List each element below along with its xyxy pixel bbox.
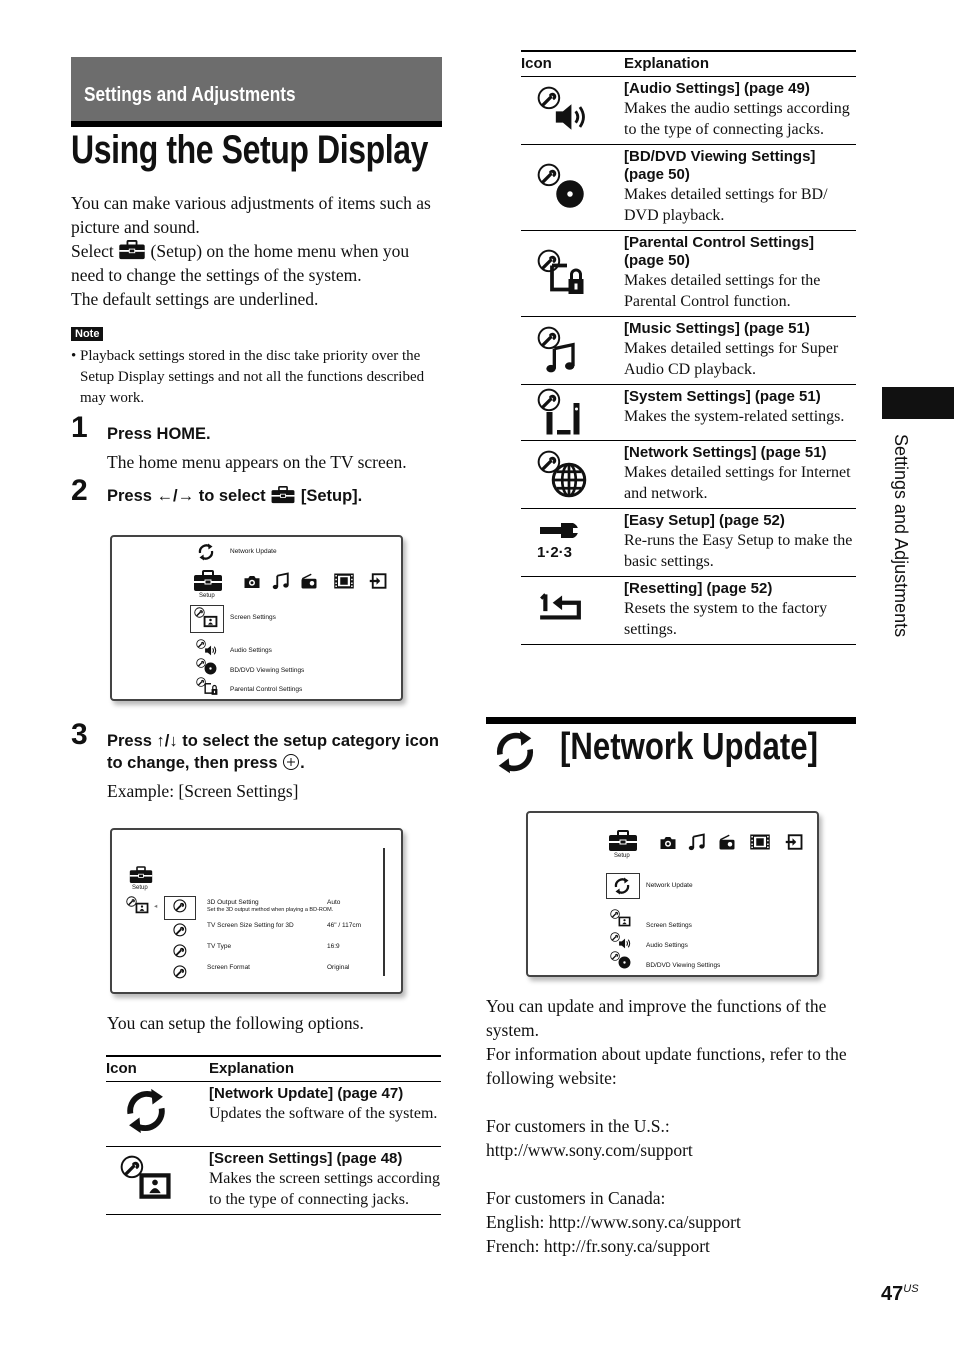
setting-help-text: Set the 3D output method when playing a BD-ROM. <box>207 907 334 913</box>
step-2-heading-a: Press ←/→ to select <box>107 487 266 505</box>
step-1-number: 1 <box>71 411 88 444</box>
page-suffix: US <box>903 1283 919 1295</box>
note-text <box>71 346 443 409</box>
options-intro: You can setup the following options. <box>107 1013 364 1033</box>
options-table-left <box>106 1055 441 1215</box>
step-3-heading-a: Press ↑/↓ to select the setup category icon to change, then press <box>107 732 439 772</box>
setting-label: TV Type <box>207 943 232 950</box>
table-row <box>106 1147 441 1215</box>
disc-icon <box>555 179 585 209</box>
option-title: [Network Update] (page 47) <box>209 1085 404 1102</box>
wrench-icon <box>173 944 188 959</box>
system-settings-icon-group <box>537 388 597 436</box>
intro-p2a: Select <box>71 241 114 261</box>
input-icon <box>368 572 388 590</box>
col-header-explanation: Explanation <box>209 1056 441 1082</box>
note-badge: Note <box>71 327 103 341</box>
wrench-icon <box>173 965 188 980</box>
note-body: • Playback settings stored in the disc take priority over the Setup Display settings and not all the functions described may work. <box>71 348 425 406</box>
step-2-number: 2 <box>71 474 88 507</box>
intro-p1: You can make various adjustments of items such as picture and sound. <box>71 193 431 237</box>
option-title: [Easy Setup] (page 52) <box>624 512 785 529</box>
screen-icon <box>203 614 218 629</box>
network-update-text <box>486 994 858 1258</box>
intro-p2 <box>71 239 446 287</box>
network-update-title: [Network Update] <box>560 726 818 768</box>
easy-setup-icon-group <box>537 518 607 566</box>
system-icon <box>545 400 581 436</box>
table-row <box>521 317 856 385</box>
col-header-icon: Icon <box>521 51 624 77</box>
screen-icon <box>138 1169 172 1203</box>
speaker-icon <box>553 100 587 134</box>
table-row <box>521 231 856 317</box>
home-menu-screen <box>110 535 403 701</box>
table-row <box>521 441 856 509</box>
option-title: [System Settings] (page 51) <box>624 388 821 405</box>
screen-icon <box>618 915 631 928</box>
option-desc: Updates the software of the system. <box>209 1105 438 1122</box>
radio-icon <box>718 833 736 851</box>
option-desc: Makes detailed settings for Super Audio CD playback. <box>624 340 839 378</box>
option-desc: Re-runs the Easy Setup to make the basic settings. <box>624 532 853 570</box>
option-desc: Makes detailed settings for the Parental Control function. <box>624 272 821 310</box>
reset-icon <box>537 592 583 624</box>
setting-label: 3D Output Setting <box>207 899 259 906</box>
wrench-icon <box>173 899 188 914</box>
disc-icon <box>204 662 217 675</box>
option-title: [BD/DVD Viewing Settings] (page 50) <box>624 148 816 183</box>
screen-icon <box>135 901 149 915</box>
page-number <box>881 1283 919 1306</box>
step-2-heading <box>107 485 362 507</box>
setting-value: 16:9 <box>327 943 340 950</box>
table-row <box>521 577 856 645</box>
video-icon <box>332 572 356 590</box>
photo-icon <box>658 834 678 852</box>
table-row <box>521 145 856 231</box>
step-3-body: Example: [Screen Settings] <box>107 781 299 801</box>
screen-settings-icon-group <box>120 1155 180 1205</box>
expand-arrow-icon: ◂ <box>154 903 158 910</box>
speaker-icon <box>204 644 217 657</box>
table-row <box>521 385 856 441</box>
side-tab <box>882 387 954 419</box>
enter-button-icon <box>282 753 300 771</box>
option-title: [Parental Control Settings] (page 50) <box>624 234 815 269</box>
setup-toolbox-icon <box>192 570 224 592</box>
side-section-label: Settings and Adjustments <box>891 434 911 638</box>
intro-p3: The default settings are underlined. <box>71 289 319 309</box>
option-desc: Makes the audio settings according to the type of connecting jacks. <box>624 100 850 138</box>
banner-rule <box>71 121 442 127</box>
intro-p2b: (Setup) on the home menu when you need to change the settings of the system. <box>71 241 410 285</box>
easy-setup-icon-text: 1·2·3 <box>537 544 573 561</box>
nu-us-url[interactable]: http://www.sony.com/support <box>486 1140 693 1160</box>
screen2-setup-label: Setup <box>132 885 148 891</box>
parental-lock-icon <box>204 682 218 696</box>
input-icon <box>784 833 804 851</box>
setup-toolbox-icon <box>270 486 296 504</box>
option-title: [Music Settings] (page 51) <box>624 320 810 337</box>
table-row <box>521 77 856 145</box>
step-3-heading <box>107 730 447 774</box>
setting-label: TV Screen Size Setting for 3D <box>207 922 294 929</box>
setting-value: Auto <box>327 899 341 906</box>
network-update-icon <box>120 1085 172 1137</box>
network-update-rule <box>486 717 856 724</box>
col-header-icon: Icon <box>106 1056 209 1082</box>
music-icon <box>688 833 706 851</box>
screen3-bd-dvd: BD/DVD Viewing Settings <box>646 962 721 969</box>
screen3-setup-label: Setup <box>614 853 630 859</box>
screen1-setup-label: Setup <box>199 593 215 599</box>
screen3-audio-settings: Audio Settings <box>646 942 688 949</box>
wrench-icon <box>173 923 188 938</box>
nu-ca-en-url[interactable]: English: http://www.sony.ca/support <box>486 1212 741 1232</box>
setup-toolbox-icon <box>606 830 640 852</box>
setting-value: Original <box>327 964 350 971</box>
option-desc: Makes the screen settings according to the type of connecting jacks. <box>209 1170 441 1208</box>
nu-ca-fr-url[interactable]: French: http://fr.sony.ca/support <box>486 1236 710 1256</box>
photo-icon <box>242 573 262 591</box>
network-update-screen <box>526 811 819 977</box>
screen1-parental: Parental Control Settings <box>230 686 303 693</box>
option-desc: Resets the system to the factory settings. <box>624 600 828 638</box>
page-number-value: 47 <box>881 1283 904 1305</box>
table-row <box>106 1082 441 1147</box>
disc-icon <box>618 956 631 969</box>
music-icon <box>545 342 577 374</box>
audio-settings-icon-group <box>537 86 597 134</box>
page-title: Using the Setup Display <box>71 128 429 172</box>
option-title: [Screen Settings] (page 48) <box>209 1150 403 1167</box>
nu-p1: You can update and improve the functions of the system. <box>486 996 827 1040</box>
screen1-screen-settings: Screen Settings <box>230 614 276 621</box>
nu-us-label: For customers in the U.S.: <box>486 1116 670 1136</box>
wrench-icon <box>539 520 583 540</box>
option-desc: Makes the system-related settings. <box>624 408 845 425</box>
network-update-icon <box>612 876 632 896</box>
network-update-icon <box>196 542 216 562</box>
step-2-heading-b: [Setup]. <box>300 487 363 505</box>
step-1-heading: Press HOME. <box>107 425 211 443</box>
step-1-body: The home menu appears on the TV screen. <box>107 452 407 472</box>
music-icon <box>272 572 290 590</box>
table-row <box>521 509 856 577</box>
globe-icon <box>551 462 587 498</box>
bd-dvd-icon-group <box>537 163 597 211</box>
network-settings-icon-group <box>537 450 597 498</box>
scrollbar <box>383 848 385 976</box>
nu-ca-label: For customers in Canada: <box>486 1188 666 1208</box>
setup-toolbox-icon <box>118 240 146 260</box>
intro-text <box>71 191 446 311</box>
setup-toolbox-icon <box>129 866 153 884</box>
screen1-bd-dvd: BD/DVD Viewing Settings <box>230 667 305 674</box>
screen-settings-screen <box>110 828 403 994</box>
network-update-icon <box>490 727 540 777</box>
radio-icon <box>300 572 318 590</box>
screen3-screen-settings: Screen Settings <box>646 922 692 929</box>
setting-label: Screen Format <box>207 964 250 971</box>
option-title: [Audio Settings] (page 49) <box>624 80 810 97</box>
step-3-heading-b: . <box>300 754 305 772</box>
option-title: [Network Settings] (page 51) <box>624 444 827 461</box>
option-desc: Makes detailed settings for BD/ DVD playback. <box>624 186 828 224</box>
col-header-explanation: Explanation <box>624 51 856 77</box>
nu-p2: For information about update functions, refer to the following website: <box>486 1044 847 1088</box>
options-table-right <box>521 50 856 645</box>
section-title: Settings and Adjustments <box>84 84 296 106</box>
parental-control-icon-group <box>537 249 597 297</box>
speaker-icon <box>618 937 631 950</box>
music-settings-icon-group <box>537 326 597 374</box>
option-desc: Makes detailed settings for Internet and network. <box>624 464 851 502</box>
screen3-network-update: Network Update <box>646 882 693 889</box>
video-icon <box>748 833 772 851</box>
step-3-number: 3 <box>71 718 88 751</box>
parental-lock-icon <box>549 261 585 297</box>
screen1-network-update: Network Update <box>230 548 277 555</box>
screen1-audio-settings: Audio Settings <box>230 647 272 654</box>
setting-value: 46" / 117cm <box>327 922 361 929</box>
option-title: [Resetting] (page 52) <box>624 580 773 597</box>
